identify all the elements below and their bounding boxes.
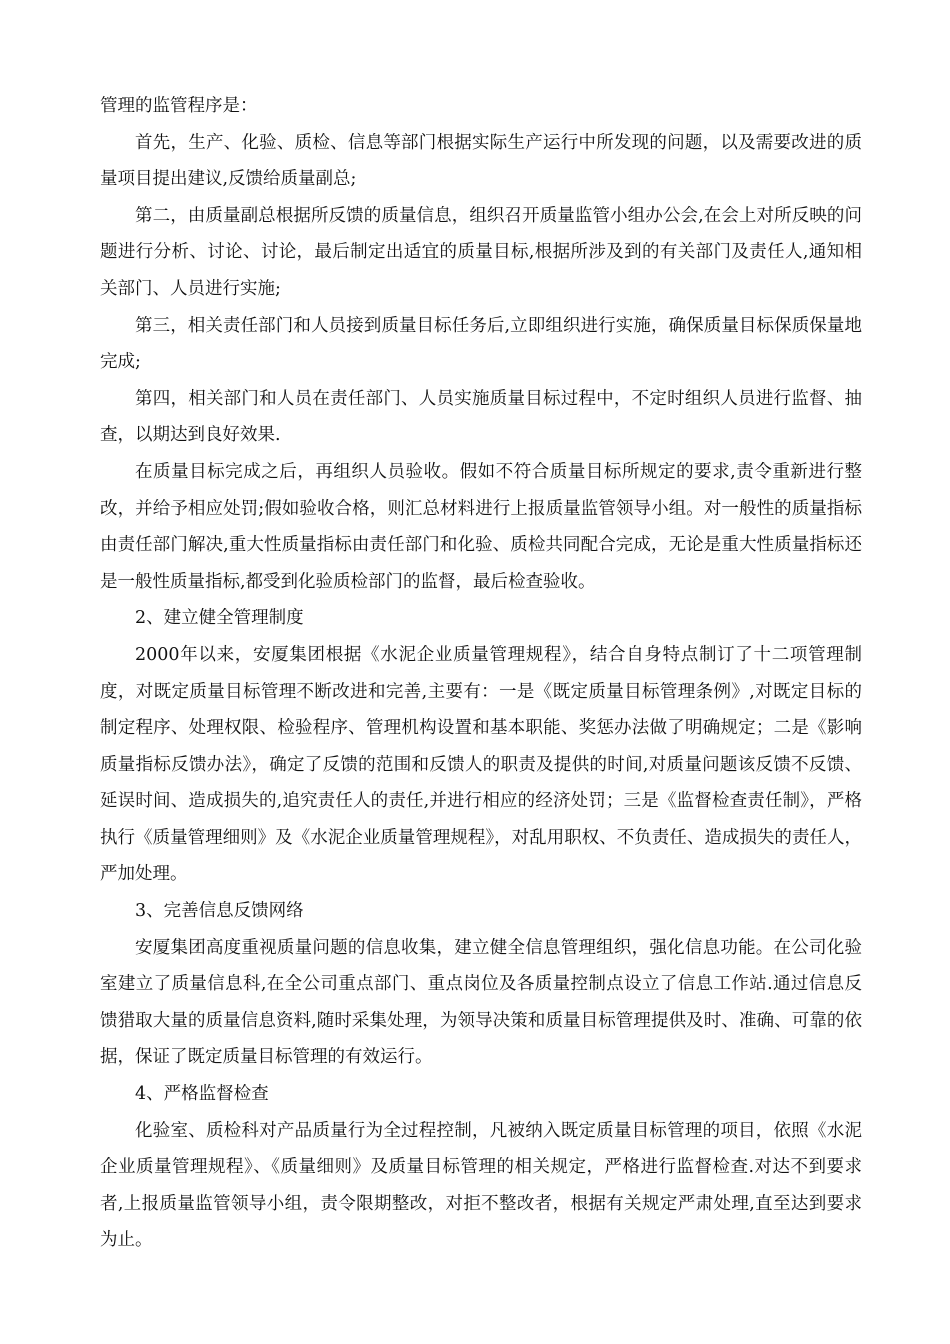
paragraph-management-system: 2000年以来，安厦集团根据《水泥企业质量管理规程》，结合自身特点制订了十二项管理制度，对既定质量目标管理不断改进和完善,主要有：一是《既定质量目标管理条例》,对既定目标的制定程序、处理权限、检验程序、管理机构设置和基本职能、奖惩办法做了明确规定；二是《影响质量指标反馈办法》，确定了反馈的范围和反馈人的职责及提供的时间,对质量问题该反馈不反馈、延误时间、造成损失的,追究责任人的责任,并进行相应的经济处罚；三是《监督检查责任制》，严格执行《质量管理细则》及《水泥企业质量管理规程》，对乱用职权、不负责任、造成损失的责任人，严加处理。 [100, 644, 862, 885]
paragraph-supervision: 化验室、质检科对产品质量行为全过程控制，凡被纳入既定质量目标管理的项目，依照《水泥企业质量管理规程》、《质量细则》及质量目标管理的相关规定，严格进行监督检查.对达不到要求者,上报质量监管领导小组，责令限期整改，对拒不整改者，根据有关规定严肃处理,直至达到要求为止。 [100, 1120, 862, 1251]
paragraph-acceptance: 在质量目标完成之后，再组织人员验收。假如不符合质量目标所规定的要求,责令重新进行整改，并给予相应处罚;假如验收合格，则汇总材料进行上报质量监管领导小组。对一般性的质量指标由责任部门解决,重大性质量指标由责任部门和化验、质检共同配合完成，无论是重大性质量指标还是一般性质量指标,都受到化验质检部门的监督，最后检查验收。 [100, 461, 862, 592]
paragraph-step-fourth: 第四，相关部门和人员在责任部门、人员实施质量目标过程中，不定时组织人员进行监督、抽查，以期达到良好效果. [100, 388, 862, 446]
section-heading-4: 4、严格监督检查 [135, 1084, 269, 1105]
document-page [100, 88, 862, 1259]
paragraph-step-third: 第三，相关责任部门和人员接到质量目标任务后,立即组织进行实施，确保质量目标保质保量地完成; [100, 315, 862, 373]
paragraph-step-first: 首先，生产、化验、质检、信息等部门根据实际生产运行中所发现的问题，以及需要改进的质量项目提出建议,反馈给质量副总; [100, 132, 862, 190]
section-heading-3: 3、完善信息反馈网络 [135, 901, 304, 922]
section-heading-2: 2、建立健全管理制度 [135, 608, 304, 629]
paragraph-intro: 管理的监管程序是： [100, 96, 258, 116]
paragraph-step-second: 第二，由质量副总根据所反馈的质量信息，组织召开质量监管小组办公会,在会上对所反映的问题进行分析、讨论、讨论，最后制定出适宜的质量目标,根据所涉及到的有关部门及责任人,通知相关部门、人员进行实施; [100, 205, 862, 299]
paragraph-feedback-network: 安厦集团高度重视质量问题的信息收集，建立健全信息管理组织，强化信息功能。在公司化验室建立了质量信息科,在全公司重点部门、重点岗位及各质量控制点设立了信息工作站.通过信息反馈猎取大量的质量信息资料,随时采集处理，为领导决策和质量目标管理提供及时、准确、可靠的依据，保证了既定质量目标管理的有效运行。 [100, 937, 862, 1068]
